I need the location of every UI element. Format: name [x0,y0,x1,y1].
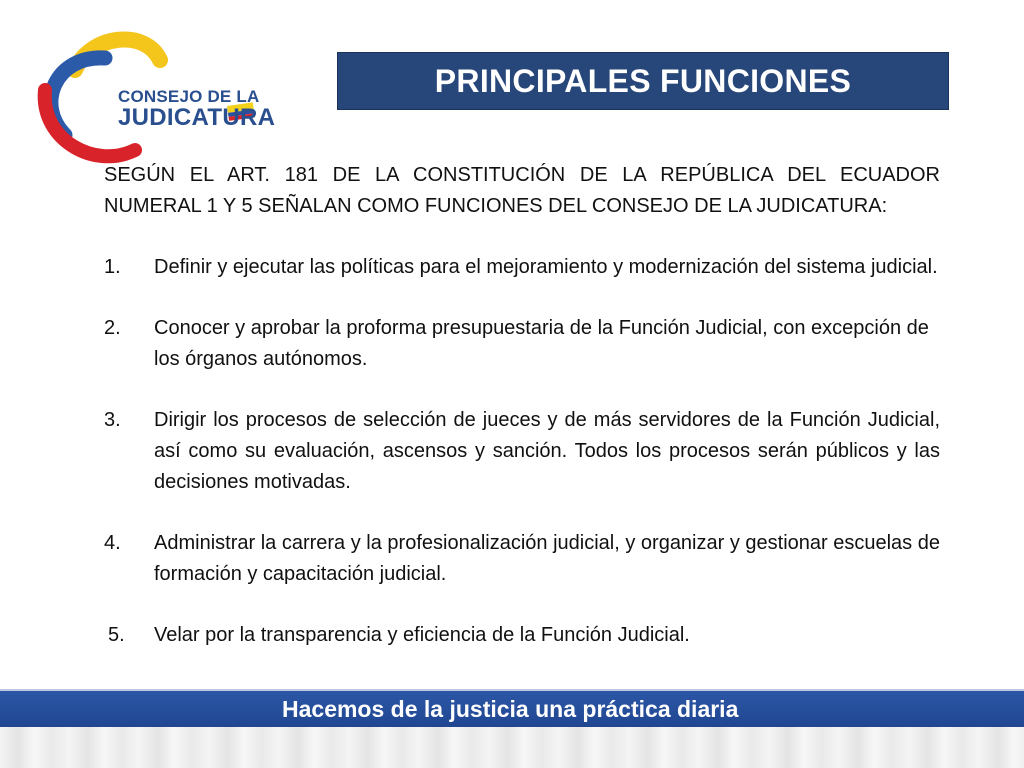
content-body [104,160,940,651]
list-item-text: Dirigir los procesos de selección de jueces y de más servidores de la Función Judicial, así como su evaluación, ascensos y sanción. Todos los procesos serán públicos y las decisiones motivadas. [154,409,940,493]
list-item [104,252,940,283]
list-item [104,620,940,651]
list-item-text: Administrar la carrera y la profesionalización judicial, y organizar y gestionar escuelas de formación y capacitación judicial. [154,532,940,585]
list-item-number: 2. [104,317,121,339]
logo-line-1: CONSEJO DE LA [118,87,260,106]
list-item-number: 4. [104,532,121,554]
list-item [104,528,940,590]
footer-banner [0,689,1024,729]
title-banner [337,52,949,110]
intro-paragraph: SEGÚN EL ART. 181 DE LA CONSTITUCIÓN DE LA REPÚBLICA DEL ECUADOR NUMERAL 1 Y 5 SEÑALAN COMO FUNCIONES DEL CONSEJO DE LA JUDICATURA: [104,164,940,217]
list-item-text: Velar por la transparencia y eficiencia de la Función Judicial. [154,624,690,646]
decorative-band [0,727,1024,768]
footer-slogan: Hacemos de la justicia una práctica diaria [282,696,739,722]
logo-line-2: JUDICATURA [118,104,276,131]
list-item-text: Conocer y aprobar la proforma presupuestaria de la Función Judicial, con excepción de los órganos autónomos. [154,317,929,370]
list-item-number: 1. [104,256,121,278]
page-title: PRINCIPALES FUNCIONES [434,62,852,99]
list-item-text: Definir y ejecutar las políticas para el mejoramiento y modernización del sistema judicial. [154,256,938,278]
list-item-number: 3. [104,409,121,431]
list-item-number: 5. [108,624,125,646]
logo [35,30,276,165]
list-item [104,313,940,375]
logo-wordmark [118,88,275,130]
list-item [104,405,940,498]
